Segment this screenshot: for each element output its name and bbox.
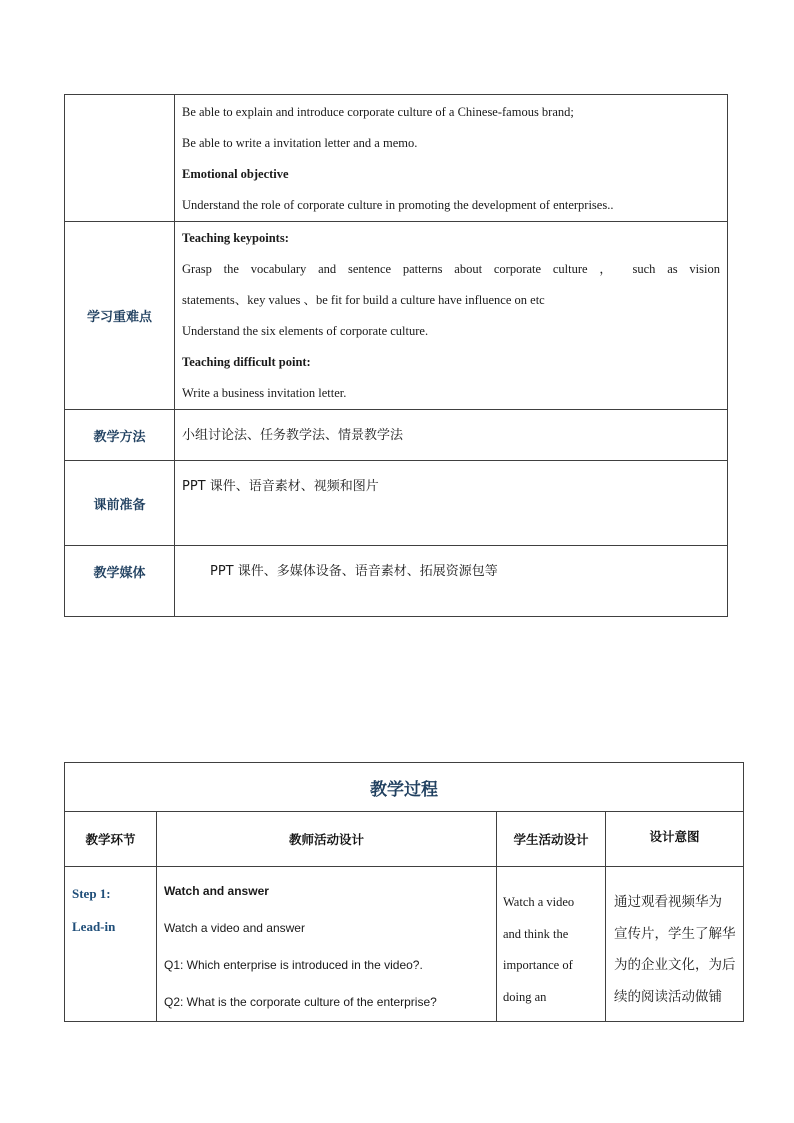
design-purpose-line: 续的阅读活动做铺 [614,988,722,1005]
student-activity-line: doing an [503,989,547,1004]
keypoint-line: Grasp the vocabulary and sentence patterns about corporate culture ， such as vision [182,262,720,276]
header-design-purpose: 设计意图 [606,812,744,867]
keypoint-line: Understand the six elements of corporate culture. [182,324,429,338]
key-difficult-label: 学习重难点 [65,222,175,410]
emotional-objective-heading: Emotional objective [182,167,289,181]
preparation-cell [175,461,728,546]
method-label: 教学方法 [65,410,175,461]
method-value: 小组讨论法、任务教学法、情景教学法 [182,428,404,443]
design-purpose-cell [606,867,744,1022]
difficult-point-line: Write a business invitation letter. [182,386,347,400]
media-cell [175,546,728,617]
objectives-label-cell [65,95,175,222]
header-teacher-activity: 教师活动设计 [157,812,497,867]
process-title: 教学过程 [65,763,744,812]
objectives-cell [175,95,728,222]
keypoint-line: statements、key values 、be fit for build a culture have influence on etc [182,293,545,307]
teacher-activity-cell [157,867,497,1022]
step-name: Lead-in [72,919,116,934]
method-cell [175,410,728,461]
header-stage: 教学环节 [65,812,157,867]
teacher-activity-line: Q2: What is the corporate culture of the enterprise? [164,995,437,1009]
objective-line: Understand the role of corporate culture in promoting the development of enterprises.. [182,198,614,212]
design-purpose-line: 宣传片，学生了解华 [614,925,736,942]
header-student-activity: 学生活动设计 [497,812,606,867]
teaching-process-table [64,762,744,1022]
student-activity-cell [497,867,606,1022]
student-activity-line: Watch a video [503,895,575,909]
student-activity-line: and think the [503,926,569,941]
design-purpose-line: 通过观看视频华为 [614,894,722,910]
media-value: PPT 课件、多媒体设备、语音素材、拓展资源包等 [210,564,498,579]
key-difficult-cell [175,222,728,410]
preparation-value: PPT 课件、语音素材、视频和图片 [182,479,379,494]
teacher-activity-line: Q1: Which enterprise is introduced in the video?. [164,958,423,972]
difficult-point-heading: Teaching difficult point: [182,355,311,369]
teacher-activity-line: Watch and answer [164,884,269,898]
keypoints-heading: Teaching keypoints: [182,231,289,245]
objective-line: Be able to write a invitation letter and a memo. [182,136,418,150]
teacher-activity-line: Watch a video and answer [164,921,305,935]
design-purpose-line: 为的企业文化，为后 [614,957,736,973]
course-info-table [64,94,728,617]
media-label: 教学媒体 [65,546,175,617]
preparation-label: 课前准备 [65,461,175,546]
step-number: Step 1: [72,886,111,901]
step-cell [65,867,157,1022]
student-activity-line: importance of [503,958,573,972]
objective-line: Be able to explain and introduce corporate culture of a Chinese-famous brand; [182,105,574,119]
